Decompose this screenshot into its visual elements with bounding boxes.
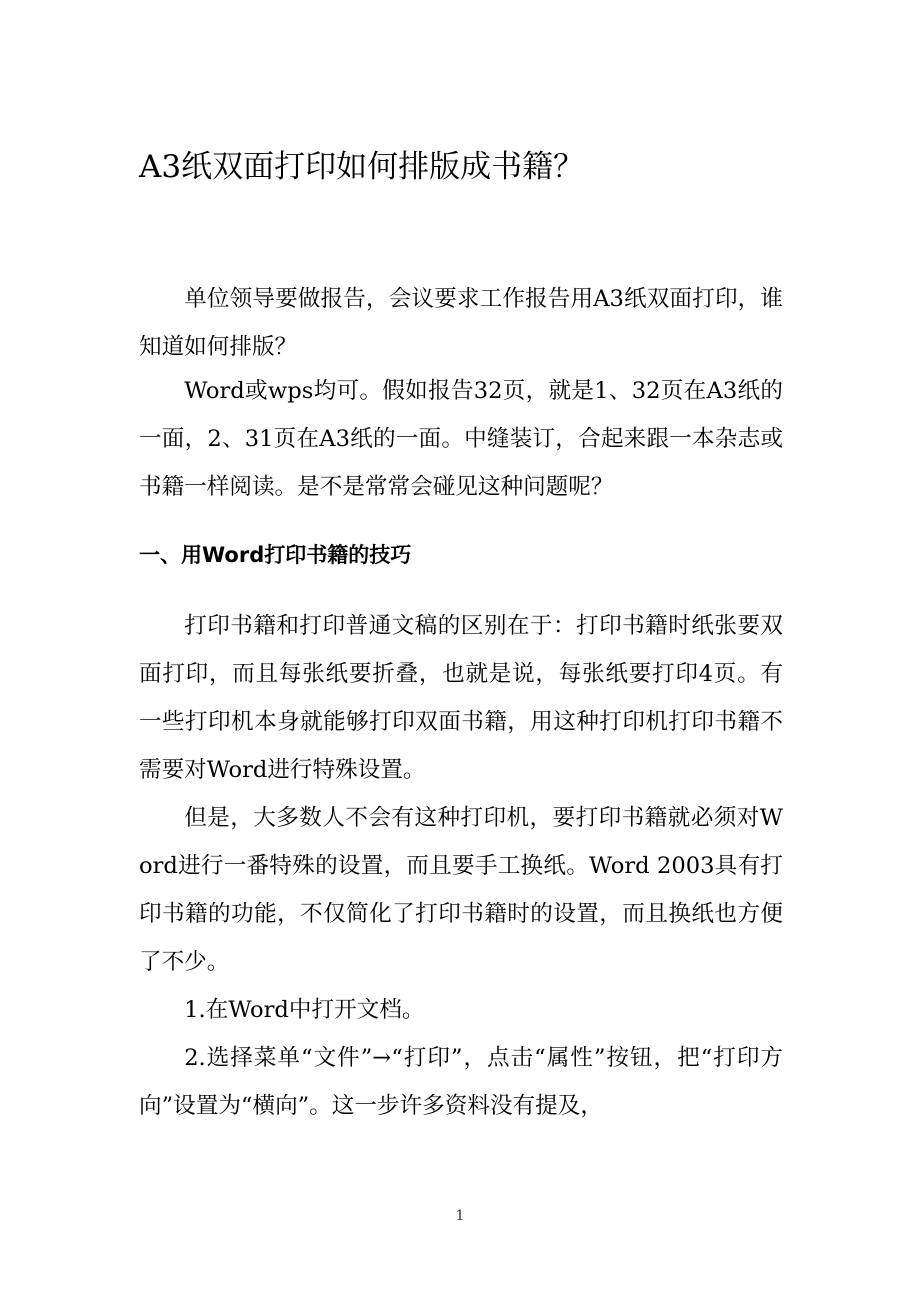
- section-paragraph-2: 但是，大多数人不会有这种打印机，要打印书籍就必须对Word进行一番特殊的设置，而且要手工换纸。Word 2003具有打印书籍的功能，不仅简化了打印书籍时的设置，而且换纸也方便了不少。: [139, 805, 783, 975]
- intro-paragraph-1: 单位领导要做报告，会议要求工作报告用A3纸双面打印，谁知道如何排版？: [139, 286, 783, 360]
- section-paragraph-4: 2.选择菜单“文件”→“打印”，点击“属性”按钮，把“打印方向”设置为“横向”。这一步许多资料没有提及，: [139, 1045, 783, 1119]
- document-title: A3纸双面打印如何排版成书籍？: [139, 149, 585, 185]
- section-paragraph-3: 1.在Word中打开文档。: [184, 997, 425, 1023]
- intro-paragraph-2: Word或wps均可。假如报告32页，就是1、32页在A3纸的一面，2、31页在A3纸的一面。中缝装订，合起来跟一本杂志或书籍一样阅读。是不是常常会碰见这种问题呢？: [139, 378, 783, 500]
- page-number: 1: [455, 1208, 465, 1224]
- section-heading: 一、用Word打印书籍的技巧: [139, 543, 412, 567]
- section-paragraph-1: 打印书籍和打印普通文稿的区别在于：打印书籍时纸张要双面打印，而且每张纸要折叠，也就是说，每张纸要打印4页。有一些打印机本身就能够打印双面书籍，用这种打印机打印书籍不需要对Word进行特殊设置。: [139, 613, 783, 783]
